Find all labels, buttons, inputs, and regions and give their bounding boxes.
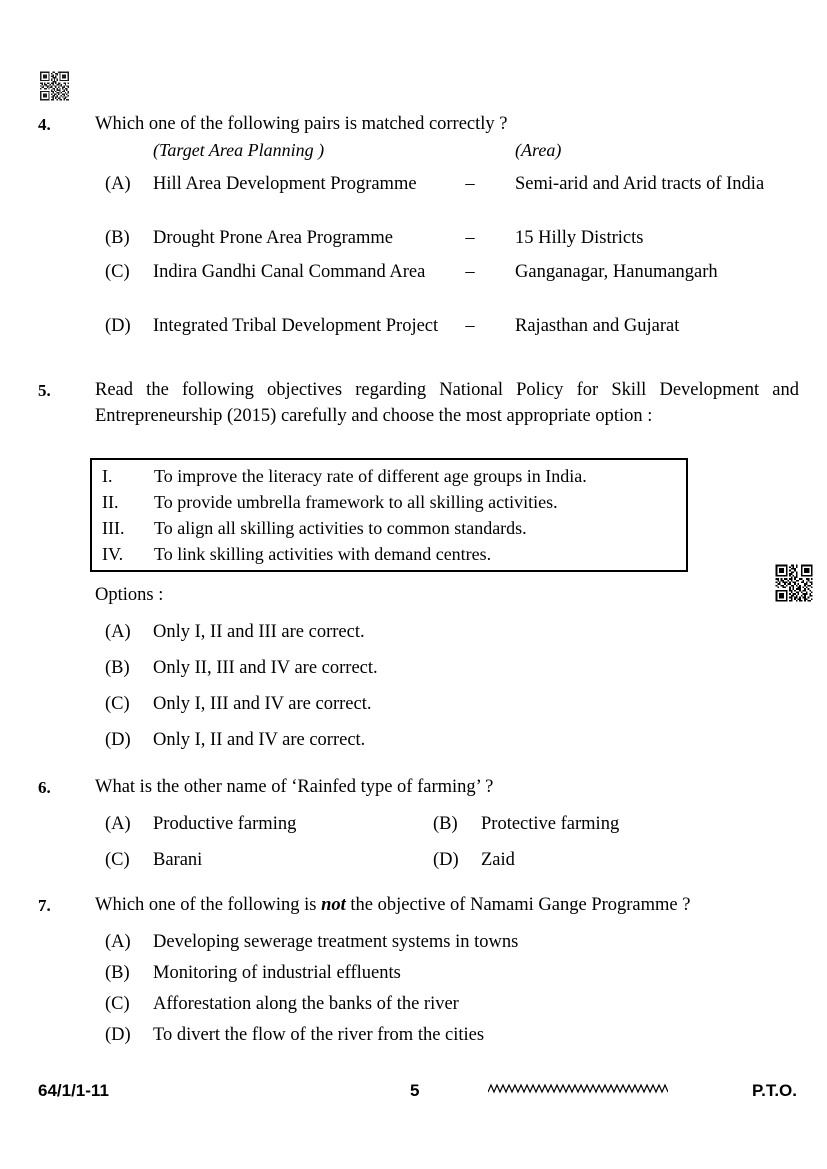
paper-code: 64/1/1-11 (38, 1081, 109, 1100)
option-row-d[interactable] (95, 314, 797, 340)
objective-text-ii: To provide umbrella framework to all skilling activities. (154, 492, 558, 512)
q5-option-a[interactable] (95, 620, 797, 645)
q5-option-text-d: Only I, II and IV are correct. (153, 730, 366, 750)
question-7-stem (95, 893, 799, 919)
question-4 (38, 112, 797, 340)
pair-separator-a: – (465, 173, 475, 194)
q7-option-text-a: Developing sewerage treatment systems in towns (153, 931, 519, 952)
option-left-a: Hill Area Development Programme (153, 173, 417, 194)
q7-option-b[interactable] (95, 961, 797, 986)
objective-numeral-iv: IV. (102, 544, 124, 564)
question-7-stem-part1: Which one of the following is (95, 895, 322, 915)
pair-separator-b: – (465, 227, 475, 248)
question-6-body (95, 775, 797, 873)
question-4-stem: Which one of the following pairs is matched correctly ? (95, 114, 508, 134)
q7-option-label-c: (C) (105, 993, 130, 1014)
option-label-c: (C) (105, 261, 130, 282)
question-4-number: 4. (38, 115, 51, 134)
q5-option-text-a: Only I, II and III are correct. (153, 622, 365, 642)
question-6-stem: What is the other name of ‘Rainfed type of farming’ ? (95, 777, 494, 797)
q5-option-label-c: (C) (105, 694, 130, 714)
option-row-c[interactable] (95, 260, 797, 286)
objective-row-iii (92, 515, 686, 541)
pair-separator-c: – (465, 261, 475, 282)
pair-separator-d: – (465, 315, 475, 336)
question-6 (38, 775, 797, 873)
option-left-c: Indira Gandhi Canal Command Area (153, 261, 426, 282)
column-header-left: (Target Area Planning ) (153, 139, 325, 160)
objective-row-iv (92, 541, 686, 567)
page-footer (38, 1078, 797, 1104)
q5-option-c[interactable] (95, 692, 797, 717)
page-number: 5 (410, 1081, 420, 1100)
q7-option-a[interactable] (95, 930, 797, 955)
q6-option-text-a[interactable]: Productive farming (153, 813, 297, 834)
option-right-a: Semi-arid and Arid tracts of India (515, 173, 765, 194)
objective-row-ii (92, 489, 686, 515)
option-row-a[interactable] (95, 172, 797, 198)
question-5 (38, 378, 797, 429)
q5-option-label-d: (D) (105, 730, 131, 750)
column-header-right: (Area) (515, 139, 562, 160)
q6-option-text-d[interactable]: Zaid (481, 849, 515, 870)
q6-option-label-c[interactable]: (C) (105, 849, 130, 870)
question-5-number: 5. (38, 381, 51, 400)
q6-option-label-a[interactable]: (A) (105, 813, 131, 834)
q5-option-b[interactable] (95, 656, 797, 681)
q6-option-row-ab (95, 812, 797, 837)
zigzag-rule-icon (488, 1082, 668, 1098)
question-7-number: 7. (38, 896, 51, 915)
q6-option-text-c[interactable]: Barani (153, 849, 203, 870)
question-4-body (95, 112, 797, 340)
q7-option-label-a: (A) (105, 931, 131, 952)
question-5-options-body (95, 620, 797, 753)
option-right-b: 15 Hilly Districts (515, 227, 644, 248)
q7-option-label-d: (D) (105, 1024, 131, 1045)
question-7-stem-emphasis: not (321, 895, 346, 915)
objective-text-i: To improve the literacy rate of different age groups in India. (154, 466, 587, 486)
option-label-d: (D) (105, 315, 131, 336)
qr-code-icon (40, 71, 69, 101)
q5-option-d[interactable] (95, 728, 797, 753)
q5-option-text-c: Only I, III and IV are correct. (153, 694, 372, 714)
q6-option-label-b[interactable]: (B) (433, 813, 458, 834)
options-label: Options : (95, 585, 164, 605)
q5-option-label-a: (A) (105, 622, 131, 642)
option-left-d: Integrated Tribal Development Project (153, 315, 439, 336)
q7-option-d[interactable] (95, 1023, 797, 1048)
objective-numeral-i: I. (102, 466, 113, 486)
q6-option-label-d[interactable]: (D) (433, 849, 459, 870)
option-label-b: (B) (105, 227, 130, 248)
option-right-d: Rajasthan and Gujarat (515, 315, 680, 336)
question-7 (38, 893, 797, 1048)
turn-over-label: P.T.O. (751, 1081, 797, 1100)
objective-numeral-ii: II. (102, 492, 119, 512)
q7-option-c[interactable] (95, 992, 797, 1017)
q7-option-text-d: To divert the flow of the river from the cities (153, 1024, 485, 1045)
objective-text-iii: To align all skilling activities to common standards. (154, 518, 527, 538)
q7-option-label-b: (B) (105, 962, 130, 983)
option-label-a: (A) (105, 173, 131, 194)
question-4-column-headers (95, 138, 797, 164)
question-5-options (38, 620, 797, 753)
option-row-b[interactable] (95, 226, 797, 252)
option-left-b: Drought Prone Area Programme (153, 227, 393, 248)
question-7-stem-part2: the objective of Namami Gange Programme ? (345, 895, 691, 915)
q7-option-text-b: Monitoring of industrial effluents (153, 962, 401, 983)
question-5-stem: Read the following objectives regarding National Policy for Skill Development and Entrepreneurship (2015) carefully and choose the most appropriate option : (95, 380, 799, 426)
q5-option-text-b: Only II, III and IV are correct. (153, 658, 378, 678)
question-5-body (95, 378, 797, 429)
option-right-c: Ganganagar, Hanumangarh (515, 261, 718, 282)
question-6-number: 6. (38, 778, 51, 797)
q5-option-label-b: (B) (105, 658, 130, 678)
objective-text-iv: To link skilling activities with demand centres. (154, 544, 492, 564)
q6-option-text-b[interactable]: Protective farming (481, 813, 620, 834)
question-7-body (95, 893, 797, 1048)
qr-code-icon (774, 563, 816, 605)
q7-option-text-c: Afforestation along the banks of the river (153, 993, 459, 1014)
objectives-box (90, 458, 688, 572)
objective-row-i (92, 463, 686, 489)
objective-numeral-iii: III. (102, 518, 125, 538)
q6-option-row-cd (95, 848, 797, 873)
